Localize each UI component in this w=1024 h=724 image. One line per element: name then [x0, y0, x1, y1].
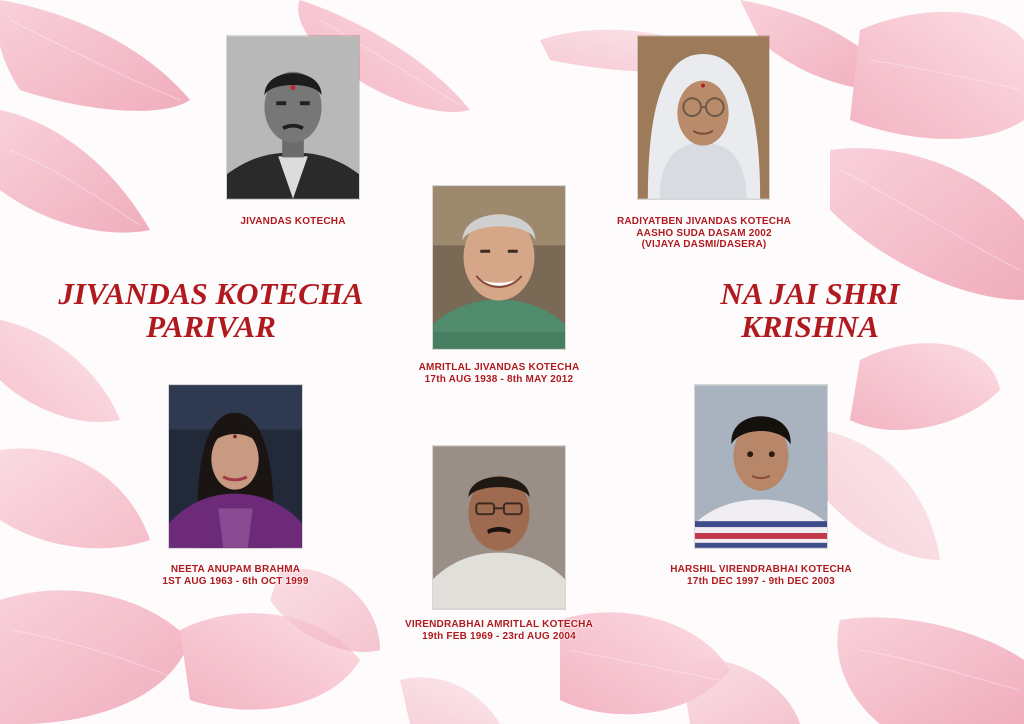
caption-virendrabhai [380, 619, 618, 642]
caption-neeta [128, 564, 343, 587]
greeting-title-line-1: NA JAI SHRI [720, 276, 900, 311]
photo-jivandas [226, 35, 360, 200]
caption-neeta-name: NEETA ANUPAM BRAHMA [170, 564, 301, 575]
caption-radiyatben-name: RADIYATBEN JIVANDAS KOTECHA [616, 216, 792, 227]
caption-neeta-dates: 1ST AUG 1963 - 6th OCT 1999 [162, 575, 309, 587]
family-title [52, 277, 370, 343]
caption-jivandas-name: JIVANDAS KOTECHA [240, 216, 346, 227]
family-title-line-2: PARIVAR [146, 309, 276, 344]
caption-jivandas [203, 216, 383, 228]
caption-radiyatben-note: (VIJAYA DASMI/DASERA) [641, 239, 767, 250]
photo-radiyatben [637, 35, 770, 200]
caption-virendrabhai-dates: 19th FEB 1969 - 23rd AUG 2004 [422, 630, 576, 642]
caption-harshil-name: HARSHIL VIRENDRABHAI KOTECHA [670, 564, 852, 575]
caption-amritlal-dates: 17th AUG 1938 - 8th MAY 2012 [424, 373, 574, 385]
caption-radiyatben-date: AASHO SUDA DASAM 2002 [636, 227, 772, 239]
family-title-line-1: JIVANDAS KOTECHA [58, 276, 364, 311]
caption-harshil [650, 564, 872, 587]
caption-radiyatben [593, 216, 815, 251]
caption-virendrabhai-name: VIRENDRABHAI AMRITLAL KOTECHA [404, 619, 594, 630]
greeting-title-line-2: KRISHNA [741, 309, 879, 344]
greeting-title [700, 277, 920, 343]
photo-virendrabhai [432, 445, 566, 610]
photo-neeta [168, 384, 303, 549]
photo-amritlal [432, 185, 566, 350]
photo-harshil [694, 384, 828, 549]
caption-harshil-dates: 17th DEC 1997 - 9th DEC 2003 [687, 575, 835, 587]
caption-amritlal [387, 362, 611, 385]
caption-amritlal-name: AMRITLAL JIVANDAS KOTECHA [418, 362, 580, 373]
